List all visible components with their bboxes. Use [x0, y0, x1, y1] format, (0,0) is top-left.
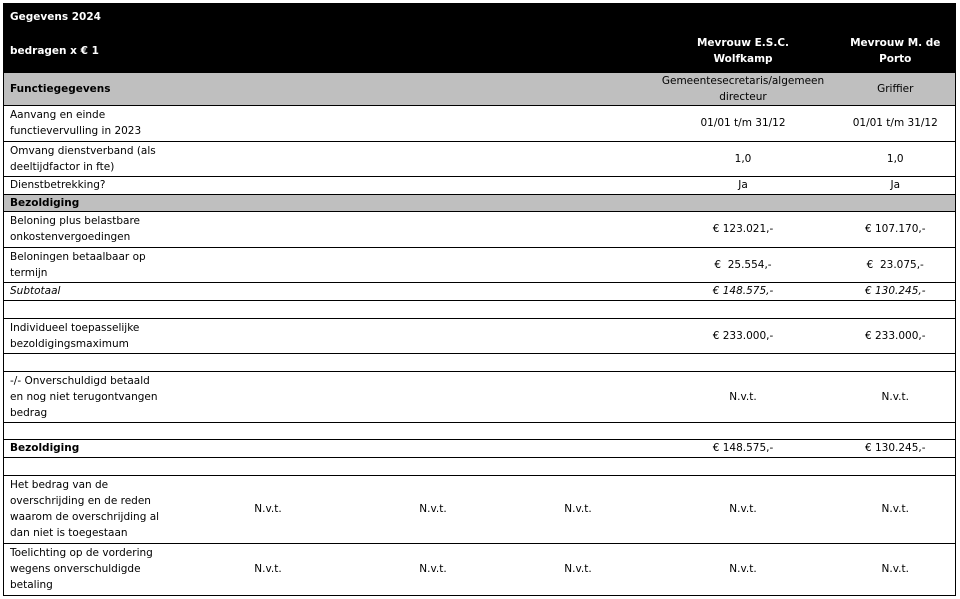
- empty-cell: [506, 31, 651, 72]
- empty-cell: [361, 3, 506, 31]
- empty-cell: [506, 439, 651, 457]
- empty-cell: [506, 282, 651, 300]
- toelichting-value-1: N.v.t.: [176, 543, 361, 595]
- table-row-overschrijding: [4, 475, 956, 543]
- empty-cell: [361, 422, 506, 439]
- table-row-dienstbetrekking: [4, 176, 956, 194]
- overschrijding-value-1: N.v.t.: [176, 475, 361, 543]
- empty-cell: [176, 457, 361, 475]
- empty-cell: [176, 247, 361, 282]
- row-label-toelichting-vordering: Toelichting op de vordering wegens onverschuldigde betaling: [4, 543, 176, 595]
- spacer-row: [4, 353, 956, 371]
- table-row-bezoldigingsmaximum: [4, 318, 956, 353]
- onverschuldigd-person-1: N.v.t.: [651, 371, 836, 422]
- table-row-subtotaal: [4, 282, 956, 300]
- table-title: Gegevens 2024: [4, 3, 176, 31]
- omvang-person-2: 1,0: [836, 141, 956, 176]
- overschrijding-value-3: N.v.t.: [506, 475, 651, 543]
- empty-cell: [361, 194, 506, 211]
- empty-cell: [506, 176, 651, 194]
- table-row-bezoldiging-totaal: [4, 439, 956, 457]
- overschrijding-value-2: N.v.t.: [361, 475, 506, 543]
- bezoldiging-totaal-person-2: € 130.245,-: [836, 439, 956, 457]
- empty-cell: [361, 141, 506, 176]
- function-person-1: Gemeentesecretaris/algemeen directeur: [651, 72, 836, 105]
- overschrijding-person-2: N.v.t.: [836, 475, 956, 543]
- empty-cell: [361, 105, 506, 141]
- section-row-functiegegevens: [4, 72, 956, 105]
- empty-cell: [836, 194, 956, 211]
- row-label-beloningen-termijn: Beloningen betaalbaar op termijn: [4, 247, 176, 282]
- section-label-bezoldiging: Bezoldiging: [4, 194, 176, 211]
- function-person-2: Griffier: [836, 72, 956, 105]
- spacer-row: [4, 422, 956, 439]
- empty-cell: [361, 31, 506, 72]
- empty-cell: [176, 31, 361, 72]
- empty-cell: [176, 176, 361, 194]
- dienstbetrekking-person-1: Ja: [651, 176, 836, 194]
- aanvang-einde-person-2: 01/01 t/m 31/12: [836, 105, 956, 141]
- toelichting-value-3: N.v.t.: [506, 543, 651, 595]
- empty-cell: [361, 211, 506, 247]
- empty-cell: [506, 194, 651, 211]
- subtotaal-person-1: € 148.575,-: [651, 282, 836, 300]
- empty-cell: [176, 72, 361, 105]
- empty-cell: [361, 247, 506, 282]
- empty-cell: [651, 300, 836, 318]
- beloning-person-2: € 107.170,-: [836, 211, 956, 247]
- empty-cell: [836, 3, 956, 31]
- toelichting-person-1: N.v.t.: [651, 543, 836, 595]
- column-header-person-1: Mevrouw E.S.C. Wolfkamp: [651, 31, 836, 72]
- empty-cell: [361, 72, 506, 105]
- empty-cell: [361, 457, 506, 475]
- empty-cell: [651, 194, 836, 211]
- row-label-aanvang-einde: Aanvang en einde functievervulling in 2023: [4, 105, 176, 141]
- empty-cell: [176, 3, 361, 31]
- row-label-bezoldiging-totaal: Bezoldiging: [4, 439, 176, 457]
- empty-cell: [506, 371, 651, 422]
- empty-cell: [506, 300, 651, 318]
- empty-cell: [176, 439, 361, 457]
- row-label-omvang: Omvang dienstverband (als deeltijdfactor in fte): [4, 141, 176, 176]
- section-label-functiegegevens: Functiegegevens: [4, 72, 176, 105]
- beloningen-termijn-person-2: € 23.075,-: [836, 247, 956, 282]
- subtotaal-person-2: € 130.245,-: [836, 282, 956, 300]
- empty-cell: [651, 457, 836, 475]
- empty-cell: [176, 282, 361, 300]
- overschrijding-person-1: N.v.t.: [651, 475, 836, 543]
- empty-cell: [506, 72, 651, 105]
- empty-cell: [176, 422, 361, 439]
- bezoldigingsmaximum-person-1: € 233.000,-: [651, 318, 836, 353]
- table-row-aanvang-einde: [4, 105, 956, 141]
- empty-cell: [506, 211, 651, 247]
- empty-cell: [836, 457, 956, 475]
- empty-cell: [836, 353, 956, 371]
- row-label-beloning: Beloning plus belastbare onkostenvergoedingen: [4, 211, 176, 247]
- empty-cell: [176, 353, 361, 371]
- empty-cell: [176, 105, 361, 141]
- empty-cell: [651, 422, 836, 439]
- empty-cell: [4, 300, 176, 318]
- table-row-onverschuldigd: [4, 371, 956, 422]
- table-row-beloningen-termijn: [4, 247, 956, 282]
- empty-cell: [506, 422, 651, 439]
- unit-label: bedragen x € 1: [4, 31, 176, 72]
- header-columns-row: [4, 31, 956, 72]
- empty-cell: [176, 371, 361, 422]
- section-row-bezoldiging: [4, 194, 956, 211]
- empty-cell: [4, 422, 176, 439]
- spacer-row: [4, 300, 956, 318]
- row-label-subtotaal: Subtotaal: [4, 282, 176, 300]
- table-row-toelichting-vordering: [4, 543, 956, 595]
- row-label-overschrijding: Het bedrag van de overschrijding en de reden waarom de overschrijding al dan niet is toegestaan: [4, 475, 176, 543]
- row-label-dienstbetrekking: Dienstbetrekking?: [4, 176, 176, 194]
- empty-cell: [4, 353, 176, 371]
- dienstbetrekking-person-2: Ja: [836, 176, 956, 194]
- toelichting-person-2: N.v.t.: [836, 543, 956, 595]
- empty-cell: [506, 141, 651, 176]
- empty-cell: [361, 439, 506, 457]
- empty-cell: [176, 211, 361, 247]
- empty-cell: [361, 318, 506, 353]
- empty-cell: [651, 3, 836, 31]
- header-title-row: [4, 3, 956, 31]
- omvang-person-1: 1,0: [651, 141, 836, 176]
- row-label-onverschuldigd: -/- Onverschuldigd betaald en nog niet terugontvangen bedrag: [4, 371, 176, 422]
- empty-cell: [361, 353, 506, 371]
- empty-cell: [361, 176, 506, 194]
- empty-cell: [4, 457, 176, 475]
- empty-cell: [836, 422, 956, 439]
- empty-cell: [176, 318, 361, 353]
- table-row-beloning: [4, 211, 956, 247]
- onverschuldigd-person-2: N.v.t.: [836, 371, 956, 422]
- toelichting-value-2: N.v.t.: [361, 543, 506, 595]
- beloningen-termijn-person-1: € 25.554,-: [651, 247, 836, 282]
- empty-cell: [506, 457, 651, 475]
- empty-cell: [506, 353, 651, 371]
- aanvang-einde-person-1: 01/01 t/m 31/12: [651, 105, 836, 141]
- empty-cell: [176, 300, 361, 318]
- empty-cell: [506, 105, 651, 141]
- empty-cell: [506, 247, 651, 282]
- row-label-bezoldigingsmaximum: Individueel toepasselijke bezoldigingsmaximum: [4, 318, 176, 353]
- spacer-row: [4, 457, 956, 475]
- bezoldiging-totaal-person-1: € 148.575,-: [651, 439, 836, 457]
- empty-cell: [176, 194, 361, 211]
- empty-cell: [361, 282, 506, 300]
- table-row-omvang: [4, 141, 956, 176]
- beloning-person-1: € 123.021,-: [651, 211, 836, 247]
- wnt-bezoldiging-table: [3, 3, 956, 596]
- bezoldigingsmaximum-person-2: € 233.000,-: [836, 318, 956, 353]
- empty-cell: [836, 300, 956, 318]
- column-header-person-2: Mevrouw M. de Porto: [836, 31, 956, 72]
- empty-cell: [651, 353, 836, 371]
- empty-cell: [361, 300, 506, 318]
- empty-cell: [361, 371, 506, 422]
- empty-cell: [506, 318, 651, 353]
- empty-cell: [506, 3, 651, 31]
- empty-cell: [176, 141, 361, 176]
